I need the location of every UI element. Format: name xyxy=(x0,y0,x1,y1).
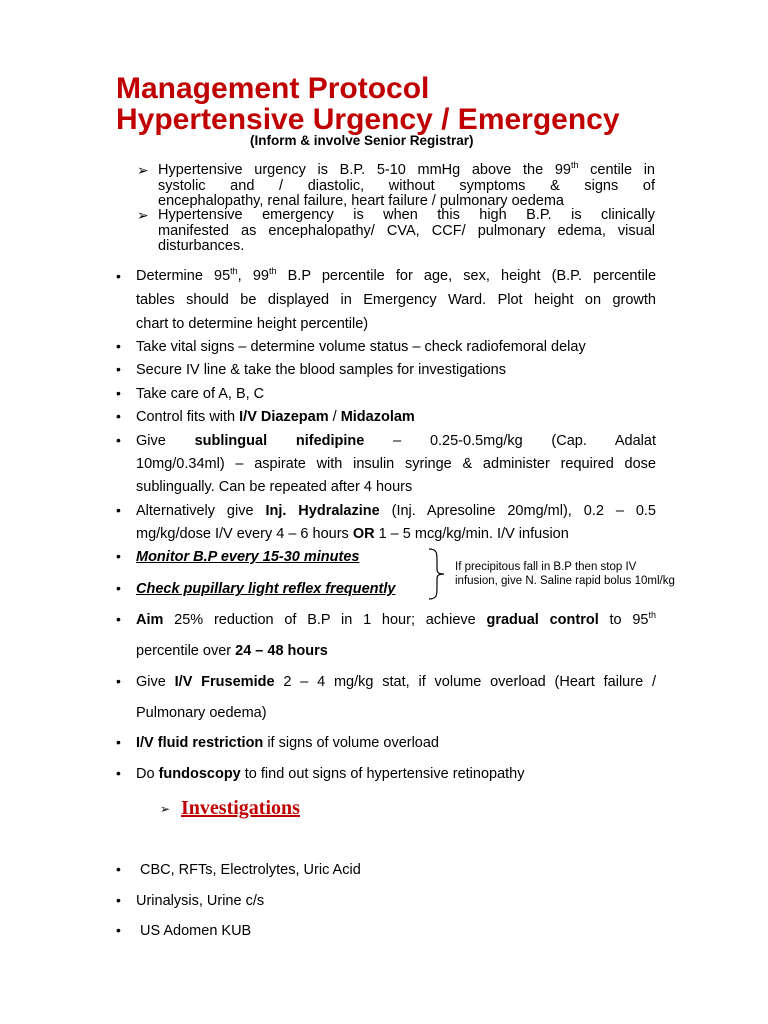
abc-item: Take care of A, B, C xyxy=(136,386,265,402)
bullet-icon: • xyxy=(116,765,121,781)
bullet-icon: • xyxy=(116,385,121,401)
arrow-bullet-icon: ➢ xyxy=(137,207,149,223)
nifedipine-line-2: 10mg/0.34ml) – aspirate with insulin syringe & administer required dose xyxy=(136,456,656,472)
bullet-icon: • xyxy=(116,892,121,908)
bullet-icon: • xyxy=(116,922,121,938)
emergency-definition: Hypertensive emergency is when this high B.P. is clinically manifested as encephalopathy/ CVA, CCF/ pulmonary edema, visual disturbances. xyxy=(158,207,655,254)
determine-percentile-line-2: tables should be displayed in Emergency Ward. Plot height on growth xyxy=(136,292,656,308)
bullet-icon: • xyxy=(116,734,121,750)
nifedipine-item: Give sublingual nifedipine – 0.25-0.5mg/kg (Cap. Adalat xyxy=(136,433,656,449)
fluid-restriction-item: I/V fluid restriction if signs of volume overload xyxy=(136,735,439,751)
bullet-icon: • xyxy=(116,268,121,284)
bullet-icon: • xyxy=(116,548,121,564)
investigation-item: US Adomen KUB xyxy=(140,923,252,939)
bullet-icon: • xyxy=(116,611,121,627)
control-fits-item: Control fits with I/V Diazepam / Midazolam xyxy=(136,409,415,425)
bullet-icon: • xyxy=(116,580,121,596)
aim-line-2: percentile over 24 – 48 hours xyxy=(136,643,328,659)
monitor-bp-item: Monitor B.P every 15-30 minutes xyxy=(136,549,360,565)
bullet-icon: • xyxy=(116,361,121,377)
vital-signs-item: Take vital signs – determine volume status – check radiofemoral delay xyxy=(136,339,586,355)
nifedipine-line-3: sublingually. Can be repeated after 4 hours xyxy=(136,479,413,495)
hydralazine-line-2: mg/kg/dose I/V every 4 – 6 hours OR 1 – 5 mcg/kg/min. I/V infusion xyxy=(136,526,569,542)
aim-item: Aim 25% reduction of B.P in 1 hour; achieve gradual control to 95th xyxy=(136,610,656,628)
pupillary-reflex-item: Check pupillary light reflex frequently xyxy=(136,581,396,597)
subtitle: (Inform & involve Senior Registrar) xyxy=(250,133,474,148)
iv-line-item: Secure IV line & take the blood samples for investigations xyxy=(136,362,506,378)
arrow-bullet-icon: ➢ xyxy=(137,162,149,178)
fundoscopy-item: Do fundoscopy to find out signs of hypertensive retinopathy xyxy=(136,766,525,782)
precipitous-fall-note-line-2: infusion, give N. Saline rapid bolus 10ml/kg xyxy=(455,575,675,587)
bullet-icon: • xyxy=(116,408,121,424)
arrow-bullet-icon: ➢ xyxy=(160,802,171,816)
hydralazine-item: Alternatively give Inj. Hydralazine (Inj. Apresoline 20mg/ml), 0.2 – 0.5 xyxy=(136,503,656,519)
curly-brace-icon xyxy=(427,547,447,601)
title-line-1: Management Protocol xyxy=(116,72,430,105)
determine-percentile-item: Determine 95th, 99th B.P percentile for age, sex, height (B.P. percentile xyxy=(136,266,657,284)
urgency-definition: Hypertensive urgency is B.P. 5-10 mmHg above the 99th centile in systolic and / diastolic, without symptoms & signs of encephalopathy, renal failure, heart failure / pulmonary oedema xyxy=(158,160,655,209)
bullet-icon: • xyxy=(116,338,121,354)
precipitous-fall-note-line-1: If precipitous fall in B.P then stop IV xyxy=(455,561,637,573)
bullet-icon: • xyxy=(116,502,121,518)
investigation-item: CBC, RFTs, Electrolytes, Uric Acid xyxy=(140,862,361,878)
frusemide-item: Give I/V Frusemide 2 – 4 mg/kg stat, if volume overload (Heart failure / xyxy=(136,674,656,690)
bullet-icon: • xyxy=(116,861,121,877)
frusemide-line-2: Pulmonary oedema) xyxy=(136,705,267,721)
determine-percentile-line-3: chart to determine height percentile) xyxy=(136,316,369,332)
title-line-2: Hypertensive Urgency / Emergency xyxy=(116,103,620,136)
investigations-heading: Investigations xyxy=(181,797,300,819)
investigation-item: Urinalysis, Urine c/s xyxy=(136,893,265,909)
bullet-icon: • xyxy=(116,673,121,689)
bullet-icon: • xyxy=(116,432,121,448)
